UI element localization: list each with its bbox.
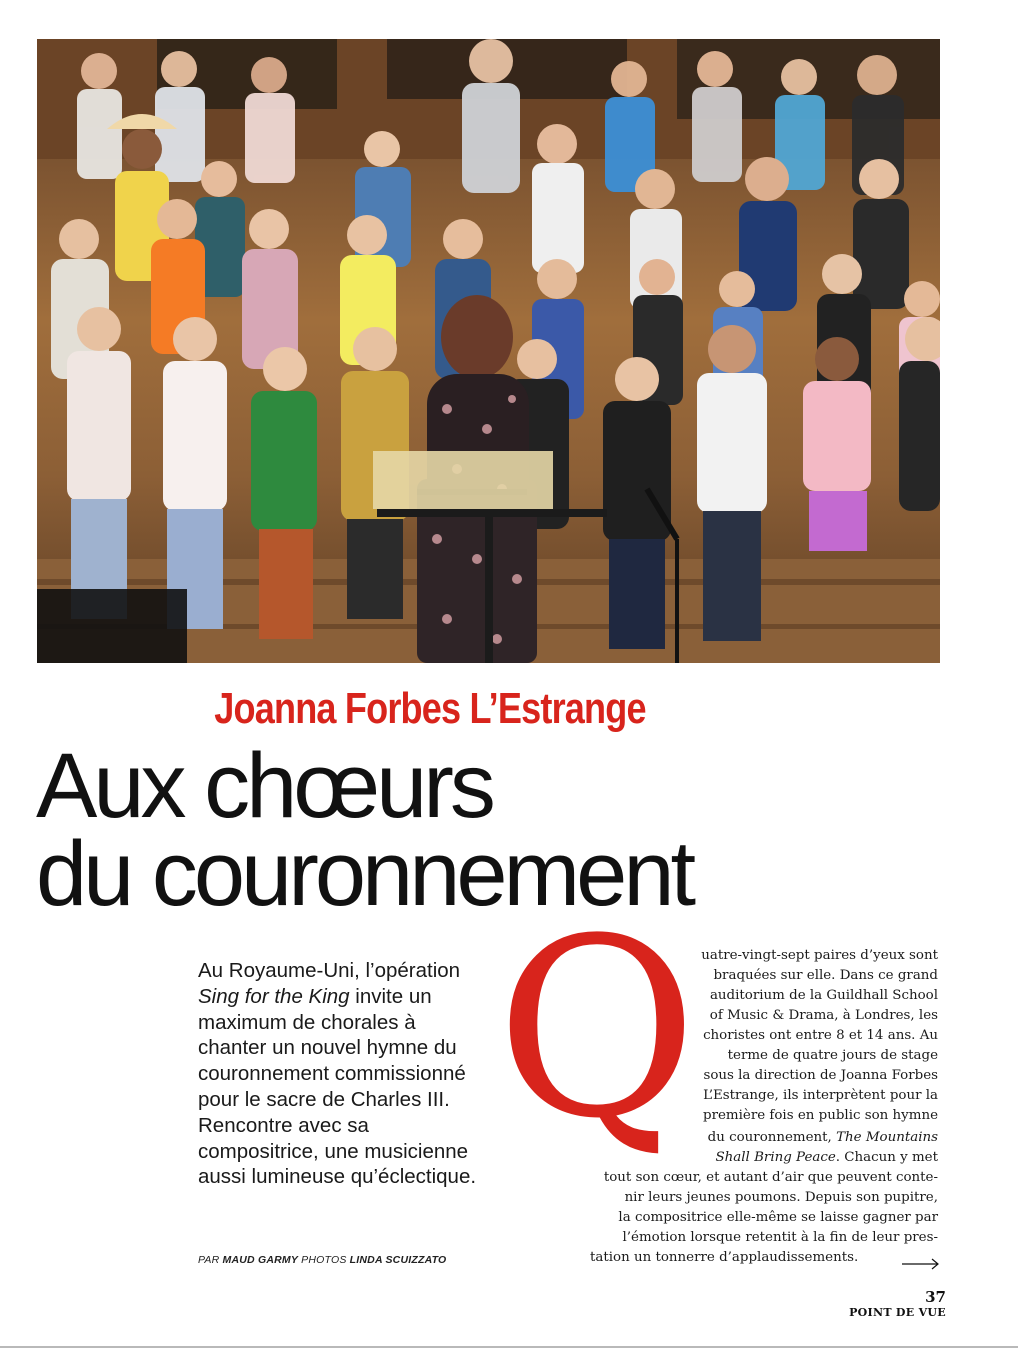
page-folio (849, 1288, 946, 1319)
dropcap-letter: Q (496, 887, 698, 1173)
choir-photo-illustration (37, 39, 940, 663)
body-line-5: choristes ont entre 8 et 14 ans. Au (703, 1028, 938, 1043)
body-line-8: L’Estrange, ils interprètent pour la (703, 1088, 938, 1103)
body-line-11 (662, 1148, 938, 1168)
body-line-12: tout son cœur, et autant d’air que peuvent conte- (603, 1170, 938, 1185)
body-line-9: première fois en public son hymne (703, 1108, 938, 1123)
body-line-10-text: du couronnement, (707, 1130, 832, 1145)
body-line-6: terme de quatre jours de stage (727, 1048, 938, 1063)
body-line-10 (662, 1128, 938, 1148)
credits-photos-label: PHOTOS (301, 1254, 347, 1266)
body-line-15: l’émotion lorsque retentit à la fin de leur pres- (622, 1230, 938, 1245)
arrow-right-icon (902, 1257, 940, 1271)
intro-text-2: invite un maximum de chorales à chanter un nouvel hymne du couronnement commissionné pour le sacre de Charles III. Rencontre avec sa compositrice, une musicienne aussi lumineuse qu’éclectique. (198, 984, 477, 1189)
body-line-16: tation un tonnerre d’applaudissements. (590, 1250, 859, 1265)
page-bottom-rule (0, 1346, 1018, 1348)
credits-by-label: PAR (198, 1254, 220, 1266)
body-line-13: nir leurs jeunes poumons. Depuis son pupitre, (624, 1190, 938, 1205)
body-line-7: sous la direction de Joanna Forbes (703, 1068, 938, 1083)
headline-line-1: Aux chœurs (36, 735, 492, 837)
article-intro (198, 958, 478, 1190)
body-line-10-title: The Mountains (836, 1130, 938, 1145)
body-line-11-title: Shall Bring Peace (715, 1150, 836, 1165)
body-line-1: uatre-vingt-sept paires d’yeux sont (701, 948, 938, 963)
article-headline (36, 735, 936, 925)
credits-photographer: LINDA SCUIZZATO (349, 1254, 447, 1266)
credits-author: MAUD GARMY (222, 1254, 299, 1266)
intro-italic-title: Sing for the King (198, 984, 350, 1008)
body-line-11-text: . Chacun y met (835, 1150, 938, 1165)
magazine-name: POINT DE VUE (849, 1306, 946, 1319)
body-line-14: la compositrice elle-même se laisse gagner par (618, 1210, 938, 1225)
intro-text-1: Au Royaume-Uni, l’opération (198, 959, 461, 982)
article-kicker: Joanna Forbes L’Estrange (214, 684, 646, 733)
body-line-2: braquées sur elle. Dans ce grand (713, 968, 938, 983)
headline-line-2: du couronnement (36, 823, 693, 925)
page-number: 37 (925, 1288, 946, 1306)
article-credits (198, 1254, 446, 1266)
body-line-4: of Music & Drama, à Londres, les (709, 1008, 938, 1023)
choir-photo (37, 39, 940, 663)
body-line-3: auditorium de la Guildhall School (709, 988, 938, 1003)
